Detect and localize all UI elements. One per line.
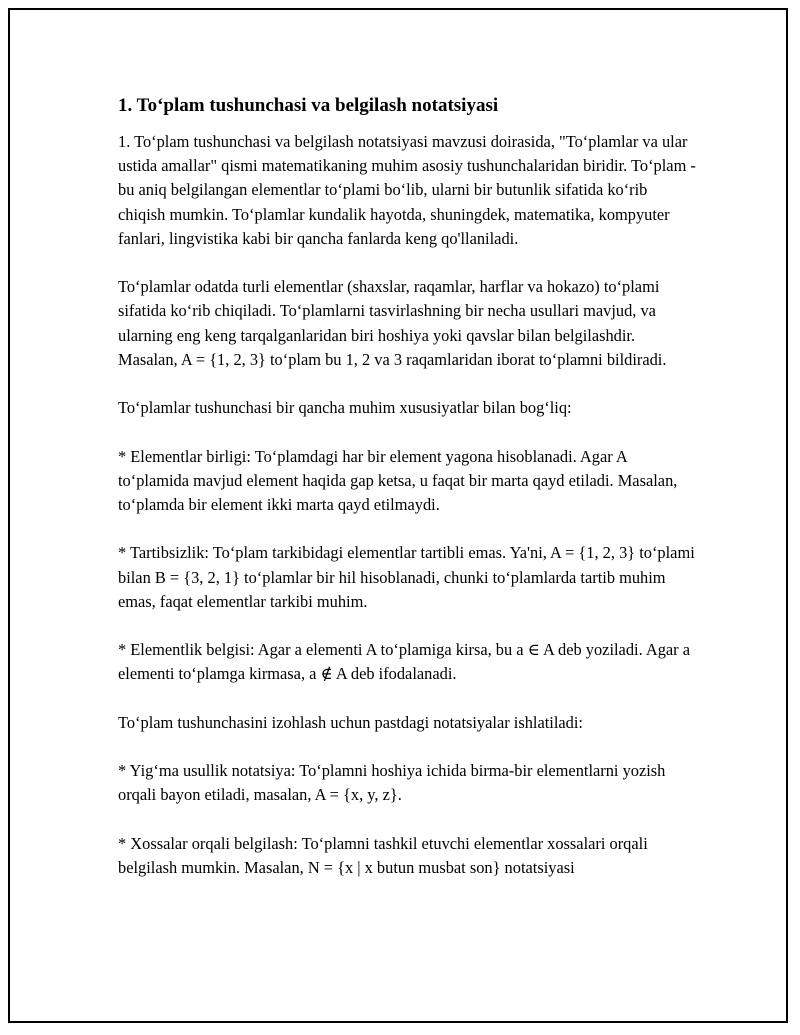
paragraph-membership: * Elementlik belgisi: Agar a elementi A to‘plamiga kirsa, bu a ∈ A deb yoziladi. Agar a elementi to‘plamga kirmasa, a ∉ A deb ifodalanadi. — [118, 640, 691, 684]
paragraph-roster-notation: * Yig‘ma usullik notatsiya: To‘plamni hoshiya ichida birma-bir elementlarni yozish orqali bayon etiladi, masalan, A = {x, y, z}. — [118, 761, 666, 805]
paragraph-property-notation: * Xossalar orqali belgilash: To‘plamni tashkil etuvchi elementlar xossalari orqali belgilash mumkin. Masalan, N = {x | x butun musbat son} notatsiyasi — [118, 833, 648, 877]
section-heading: 1. To‘plam tushunchasi va belgilash notatsiyasi — [118, 95, 499, 116]
paragraph-unordered: * Tartibsizlik: To‘plam tarkibidagi elementlar tartibli emas. Ya'ni, A = {1, 2, 3} to‘plami bilan B = {3, 2, 1} to‘plamlar bir hil hisoblanadi, chunki to‘plamlarda tartib muhim emas, faqat elementlar tarkibi muhim. — [118, 543, 695, 611]
document-content — [118, 92, 698, 904]
paragraph-intro: 1. To‘plam tushunchasi va belgilash notatsiyasi mavzusi doirasida, "To‘plamlar va ular ustida amallar" qismi matematikaning muhim asosiy tushunchalaridan biridir. To‘plam - bu aniq belgilangan elementlar to‘plami bo‘lib, ularni bir butunlik sifatida ko‘rib chiqish mumkin. To‘plamlar kundalik hayotda, shuningdek, matematika, kompyuter fanlari, lingvistika kabi bir qancha fanlarda keng qo'llaniladi. — [118, 132, 696, 248]
paragraph-uniqueness: * Elementlar birligi: To‘plamdagi har bir element yagona hisoblanadi. Agar A to‘plamida mavjud element haqida gap ketsa, u faqat bir marta qayd etiladi. Masalan, to‘plamda bir element ikki marta qayd etilmaydi. — [118, 446, 678, 514]
paragraph-elements: To‘plamlar odatda turli elementlar (shaxslar, raqamlar, harflar va hokazo) to‘plami sifatida ko‘rib chiqiladi. To‘plamlarni tasvirlashning bir necha usullari mavjud, va ularning eng keng tarqalganlaridan biri hoshiya yoki qavslar bilan belgilashdir. Masalan, A = {1, 2, 3} to‘plam bu 1, 2 va 3 raqamlaridan iborat to‘plamni bildiradi. — [118, 277, 667, 369]
paragraph-properties-lead: To‘plamlar tushunchasi bir qancha muhim xususiyatlar bilan bog‘liq: — [118, 398, 572, 418]
paragraph-notations-lead: To‘plam tushunchasini izohlash uchun pastdagi notatsiyalar ishlatiladi: — [118, 712, 583, 732]
